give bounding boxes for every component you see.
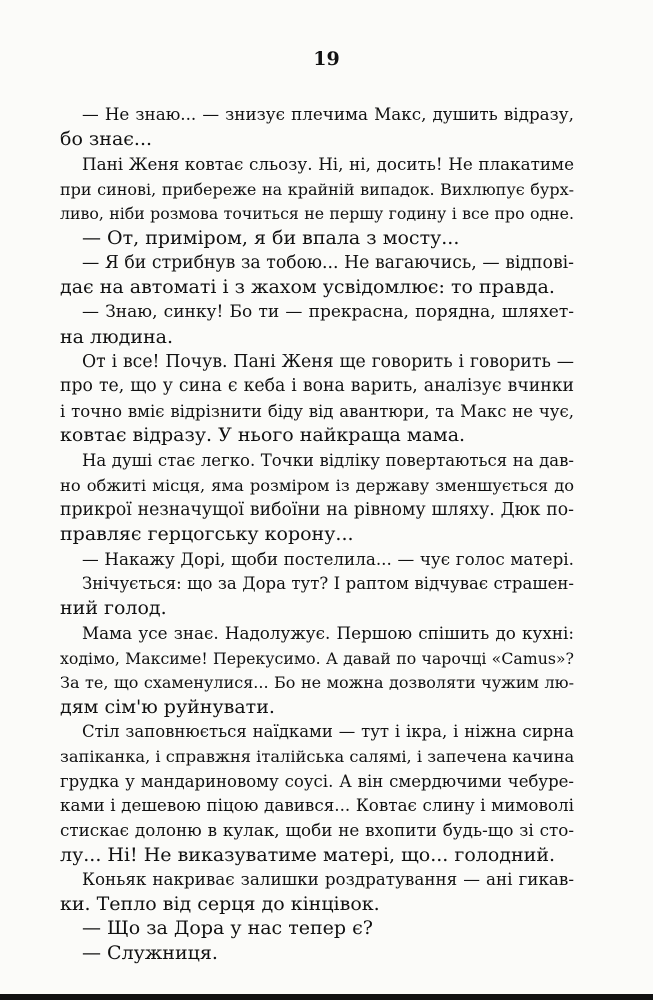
text-line: — От, приміром, я би впала з мосту... xyxy=(82,227,460,249)
text-line: прикрої незначущої вибоїни на рівному шляху. Дюк по- xyxy=(60,500,574,520)
text-line: грудка у мандариновому соусі. А він смердючими чебуре- xyxy=(60,772,574,791)
text-line: на людина. xyxy=(60,326,174,348)
text-line: — Служниця. xyxy=(82,942,218,964)
text-line: дає на автоматі і з жахом усвідомлює: то правда. xyxy=(60,276,555,298)
text-line: Пані Женя ковтає сльозу. Ні, ні, досить! Не плакатиме xyxy=(82,154,574,174)
text-line: Знічується: що за Дора тут? І раптом відчуває страшен- xyxy=(82,574,574,593)
text-line: Мама усе знає. Надолужує. Першою спішить до кухні: xyxy=(82,623,574,643)
text-line: На душі стає легко. Точки відліку повертаються на дав- xyxy=(82,451,574,470)
text-line: За те, що схаменулися... Бо не можна дозволяти чужим лю- xyxy=(60,673,574,692)
text-line: дям сім'ю руйнувати. xyxy=(60,696,275,718)
text-line: ходімо, Максиме! Перекусимо. А давай по чарочці «Camus»? xyxy=(60,649,574,668)
text-line: — Що за Дора у нас тепер є? xyxy=(82,917,373,939)
text-line: — Накажу Дорі, щоби постелила... — чує голос матері. xyxy=(82,549,574,569)
text-line: ливо, ніби розмова точиться не першу годину і все про одне. xyxy=(60,204,574,223)
page-number: 19 xyxy=(313,48,340,70)
text-line: запіканка, і справжня італійська салямі, і запечена качина xyxy=(60,747,575,766)
text-line: при синові, прибереже на крайній випадок. Вихлюпує бурх- xyxy=(60,180,574,199)
text-line: бо знає... xyxy=(60,128,153,150)
text-line: Стіл заповнюється наїдками — тут і ікра, і ніжна сирна xyxy=(82,722,574,741)
text-line: — Не знаю... — знизує плечима Макс, душить відразу, xyxy=(82,104,574,124)
text-line: і точно вміє відрізнити біду від авантюри, та Макс не чує, xyxy=(60,402,574,421)
text-line: но обжиті місця, яма розміром із державу зменшується до xyxy=(60,476,574,495)
text-line: лу... Ні! Не виказуватиме матері, що... голодний. xyxy=(60,844,556,866)
text-line: ки. Тепло від серця до кінцівок. xyxy=(60,893,380,915)
page-bottom-edge xyxy=(0,994,653,1000)
text-line: ковтає відразу. У нього найкраща мама. xyxy=(60,424,466,446)
text-line: про те, що у сина є кеба і вона варить, аналізує вчинки xyxy=(60,376,574,396)
text-line: От і все! Почув. Пані Женя ще говорить і говорить — xyxy=(82,352,574,372)
text-line: ний голод. xyxy=(60,597,167,619)
text-line: — Знаю, синку! Бо ти — прекрасна, порядна, шляхет- xyxy=(82,302,574,322)
text-line: — Я би стрибнув за тобою... Не вагаючись, — відпові- xyxy=(82,253,574,273)
text-line: стискає долоню в кулак, щоби не вхопити будь-що зі сто- xyxy=(60,820,574,840)
text-line: Коньяк накриває залишки роздратування — ані гикав- xyxy=(82,869,574,889)
text-line: правляє герцогську корону... xyxy=(60,523,354,545)
text-line: ками і дешевою піцою давився... Ковтає слину і мимоволі xyxy=(60,795,574,815)
